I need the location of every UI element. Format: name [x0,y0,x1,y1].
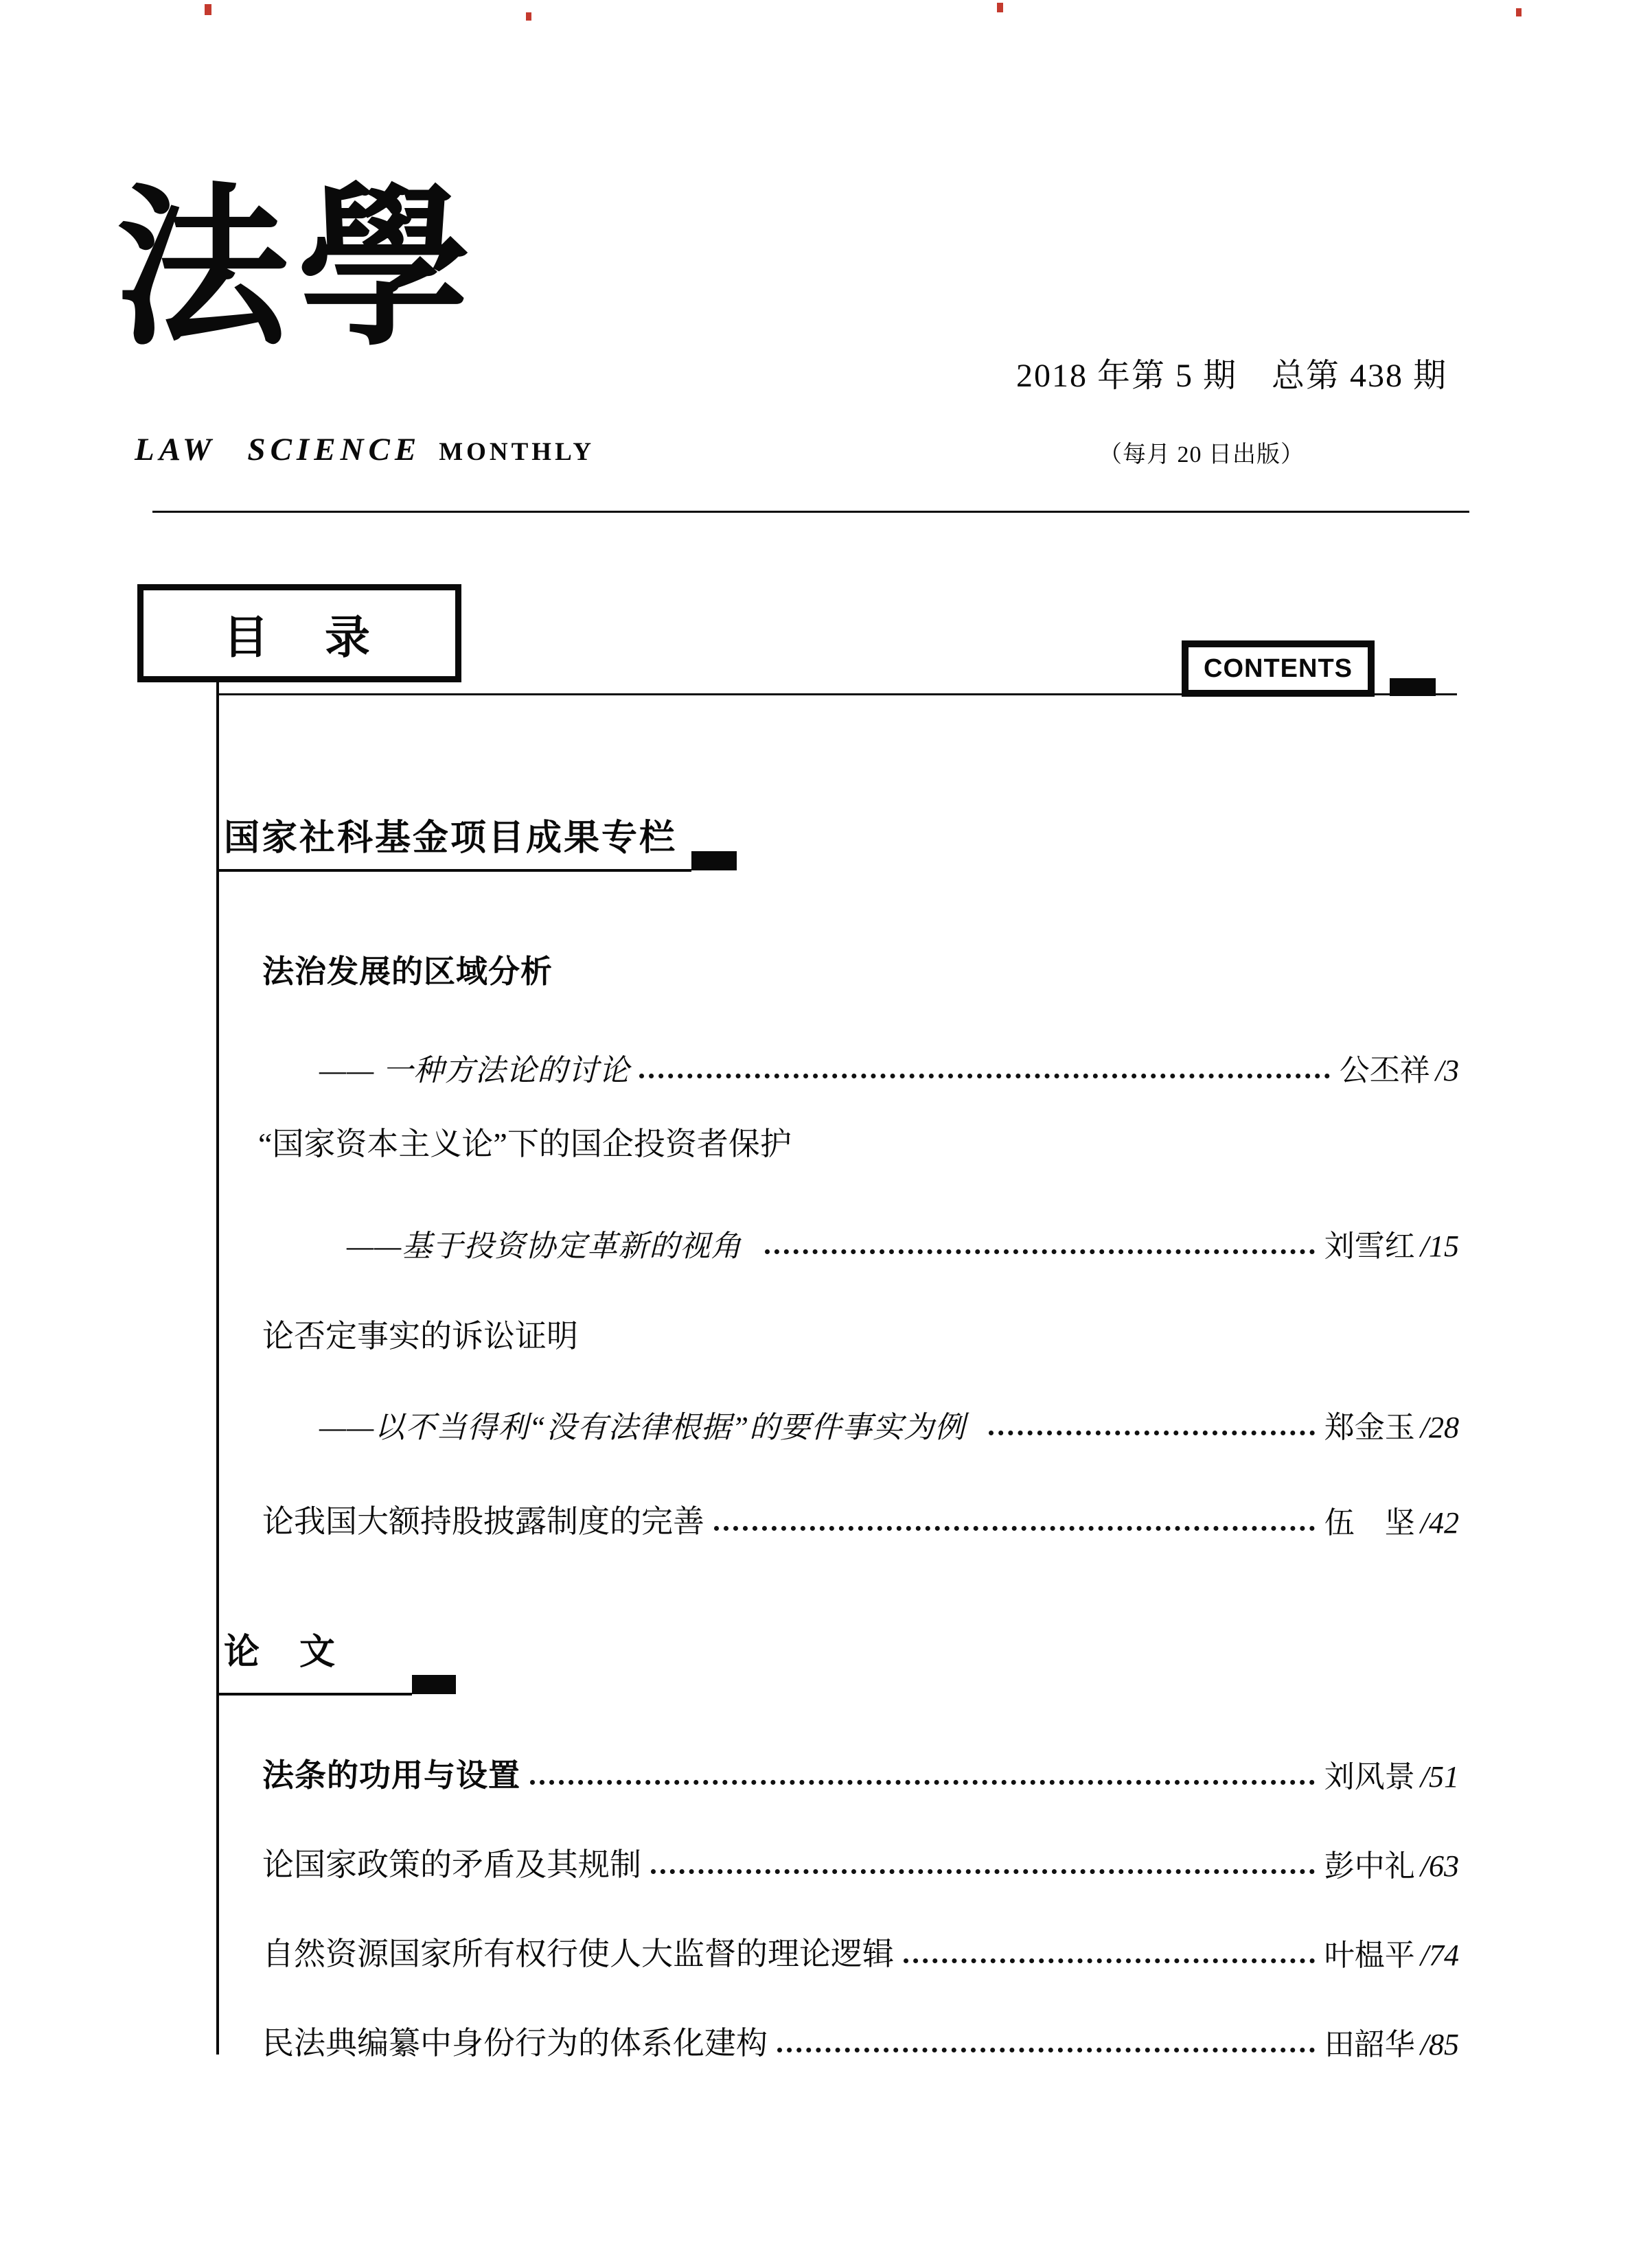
toc-entry [262,2024,1459,2063]
article-title: 自然资源国家所有权行使人大监督的理论逻辑 [262,1936,894,1971]
toc-entry [262,1845,1459,1885]
article-author: 公丕祥 [1339,1054,1430,1087]
scan-artifact [997,3,1003,12]
section-heading-marker [412,1675,456,1694]
toc-entry-title [262,1317,578,1356]
toc-entry-title [258,1124,792,1164]
article-author: 刘风景 [1324,1759,1415,1794]
toc-entry [262,1502,1459,1542]
section-heading-marker [691,851,737,870]
journal-subtitle [135,431,595,468]
article-page: /15 [1420,1229,1459,1263]
toc-entry-subtitle [319,1409,1459,1446]
scan-artifact [1516,8,1522,16]
article-author: 叶榅平 [1324,1938,1415,1972]
article-title: 法治发展的区域分析 [262,953,553,989]
dot-leader [904,1958,1315,1963]
toc-entry [262,1756,1459,1796]
article-title: 论我国大额持股披露制度的完善 [262,1504,704,1539]
article-page: /85 [1420,2027,1459,2061]
scan-artifact [526,12,531,21]
article-author: 伍 坚 [1324,1505,1415,1540]
toc-entry-subtitle [319,1052,1459,1089]
article-author: 彭中礼 [1324,1849,1415,1883]
issue-number: 2018 年第 5 期 总第 438 期 [1015,358,1447,394]
toc-title-box [137,584,461,682]
article-title: 论国家政策的矛盾及其规制 [262,1847,641,1882]
section-heading-underline [218,1693,412,1696]
article-title: 法条的功用与设置 [262,1757,520,1793]
contents-label: CONTENTS [1204,653,1353,683]
section-heading: 论 文 [224,1632,338,1672]
dot-leader [530,1780,1315,1785]
toc-entry [262,1934,1459,1974]
dot-leader [777,2048,1315,2052]
article-title: “国家资本主义论”下的国企投资者保护 [258,1126,792,1161]
article-author: 刘雪红 [1324,1229,1415,1263]
toc-entry-title [262,952,553,992]
article-page: /63 [1420,1849,1459,1883]
article-page: /51 [1420,1759,1459,1794]
journal-subtitle-tail: MONTHLY [439,438,595,466]
article-page: /28 [1420,1411,1459,1444]
journal-logo-calligraphy: 法學 [115,166,481,369]
article-title: 民法典编纂中身份行为的体系化建构 [262,2026,768,2061]
left-vertical-rule [216,682,219,2055]
article-title: 论否定事实的诉讼证明 [262,1319,578,1354]
dot-leader [714,1526,1315,1531]
article-page: /3 [1435,1054,1459,1087]
dot-leader [639,1074,1330,1078]
dot-leader [651,1869,1315,1874]
toc-title: 目 录 [223,613,376,663]
article-page: /42 [1420,1505,1459,1540]
article-subtitle: —— 一种方法论的讨论 [319,1054,630,1087]
contents-box [1182,640,1375,697]
dot-leader [765,1249,1315,1254]
article-subtitle: ——以不当得利“没有法律根据”的要件事实为例 [319,1411,966,1444]
header-rule [152,511,1469,513]
article-page: /74 [1420,1938,1459,1972]
article-subtitle: ——基于投资协定革新的视角 [347,1229,742,1263]
toc-entry-subtitle [347,1227,1459,1265]
section-heading-underline [218,869,691,872]
section-heading: 国家社科基金项目成果专栏 [224,818,678,858]
contents-end-marker [1390,678,1436,696]
article-author: 田韶华 [1324,2027,1415,2061]
publication-note: （每月 20 日出版） [1099,442,1305,467]
dot-leader [989,1431,1315,1435]
journal-subtitle-main: LAW SCIENCE [135,432,422,467]
scan-artifact [205,4,211,15]
article-author: 郑金玉 [1324,1411,1415,1444]
